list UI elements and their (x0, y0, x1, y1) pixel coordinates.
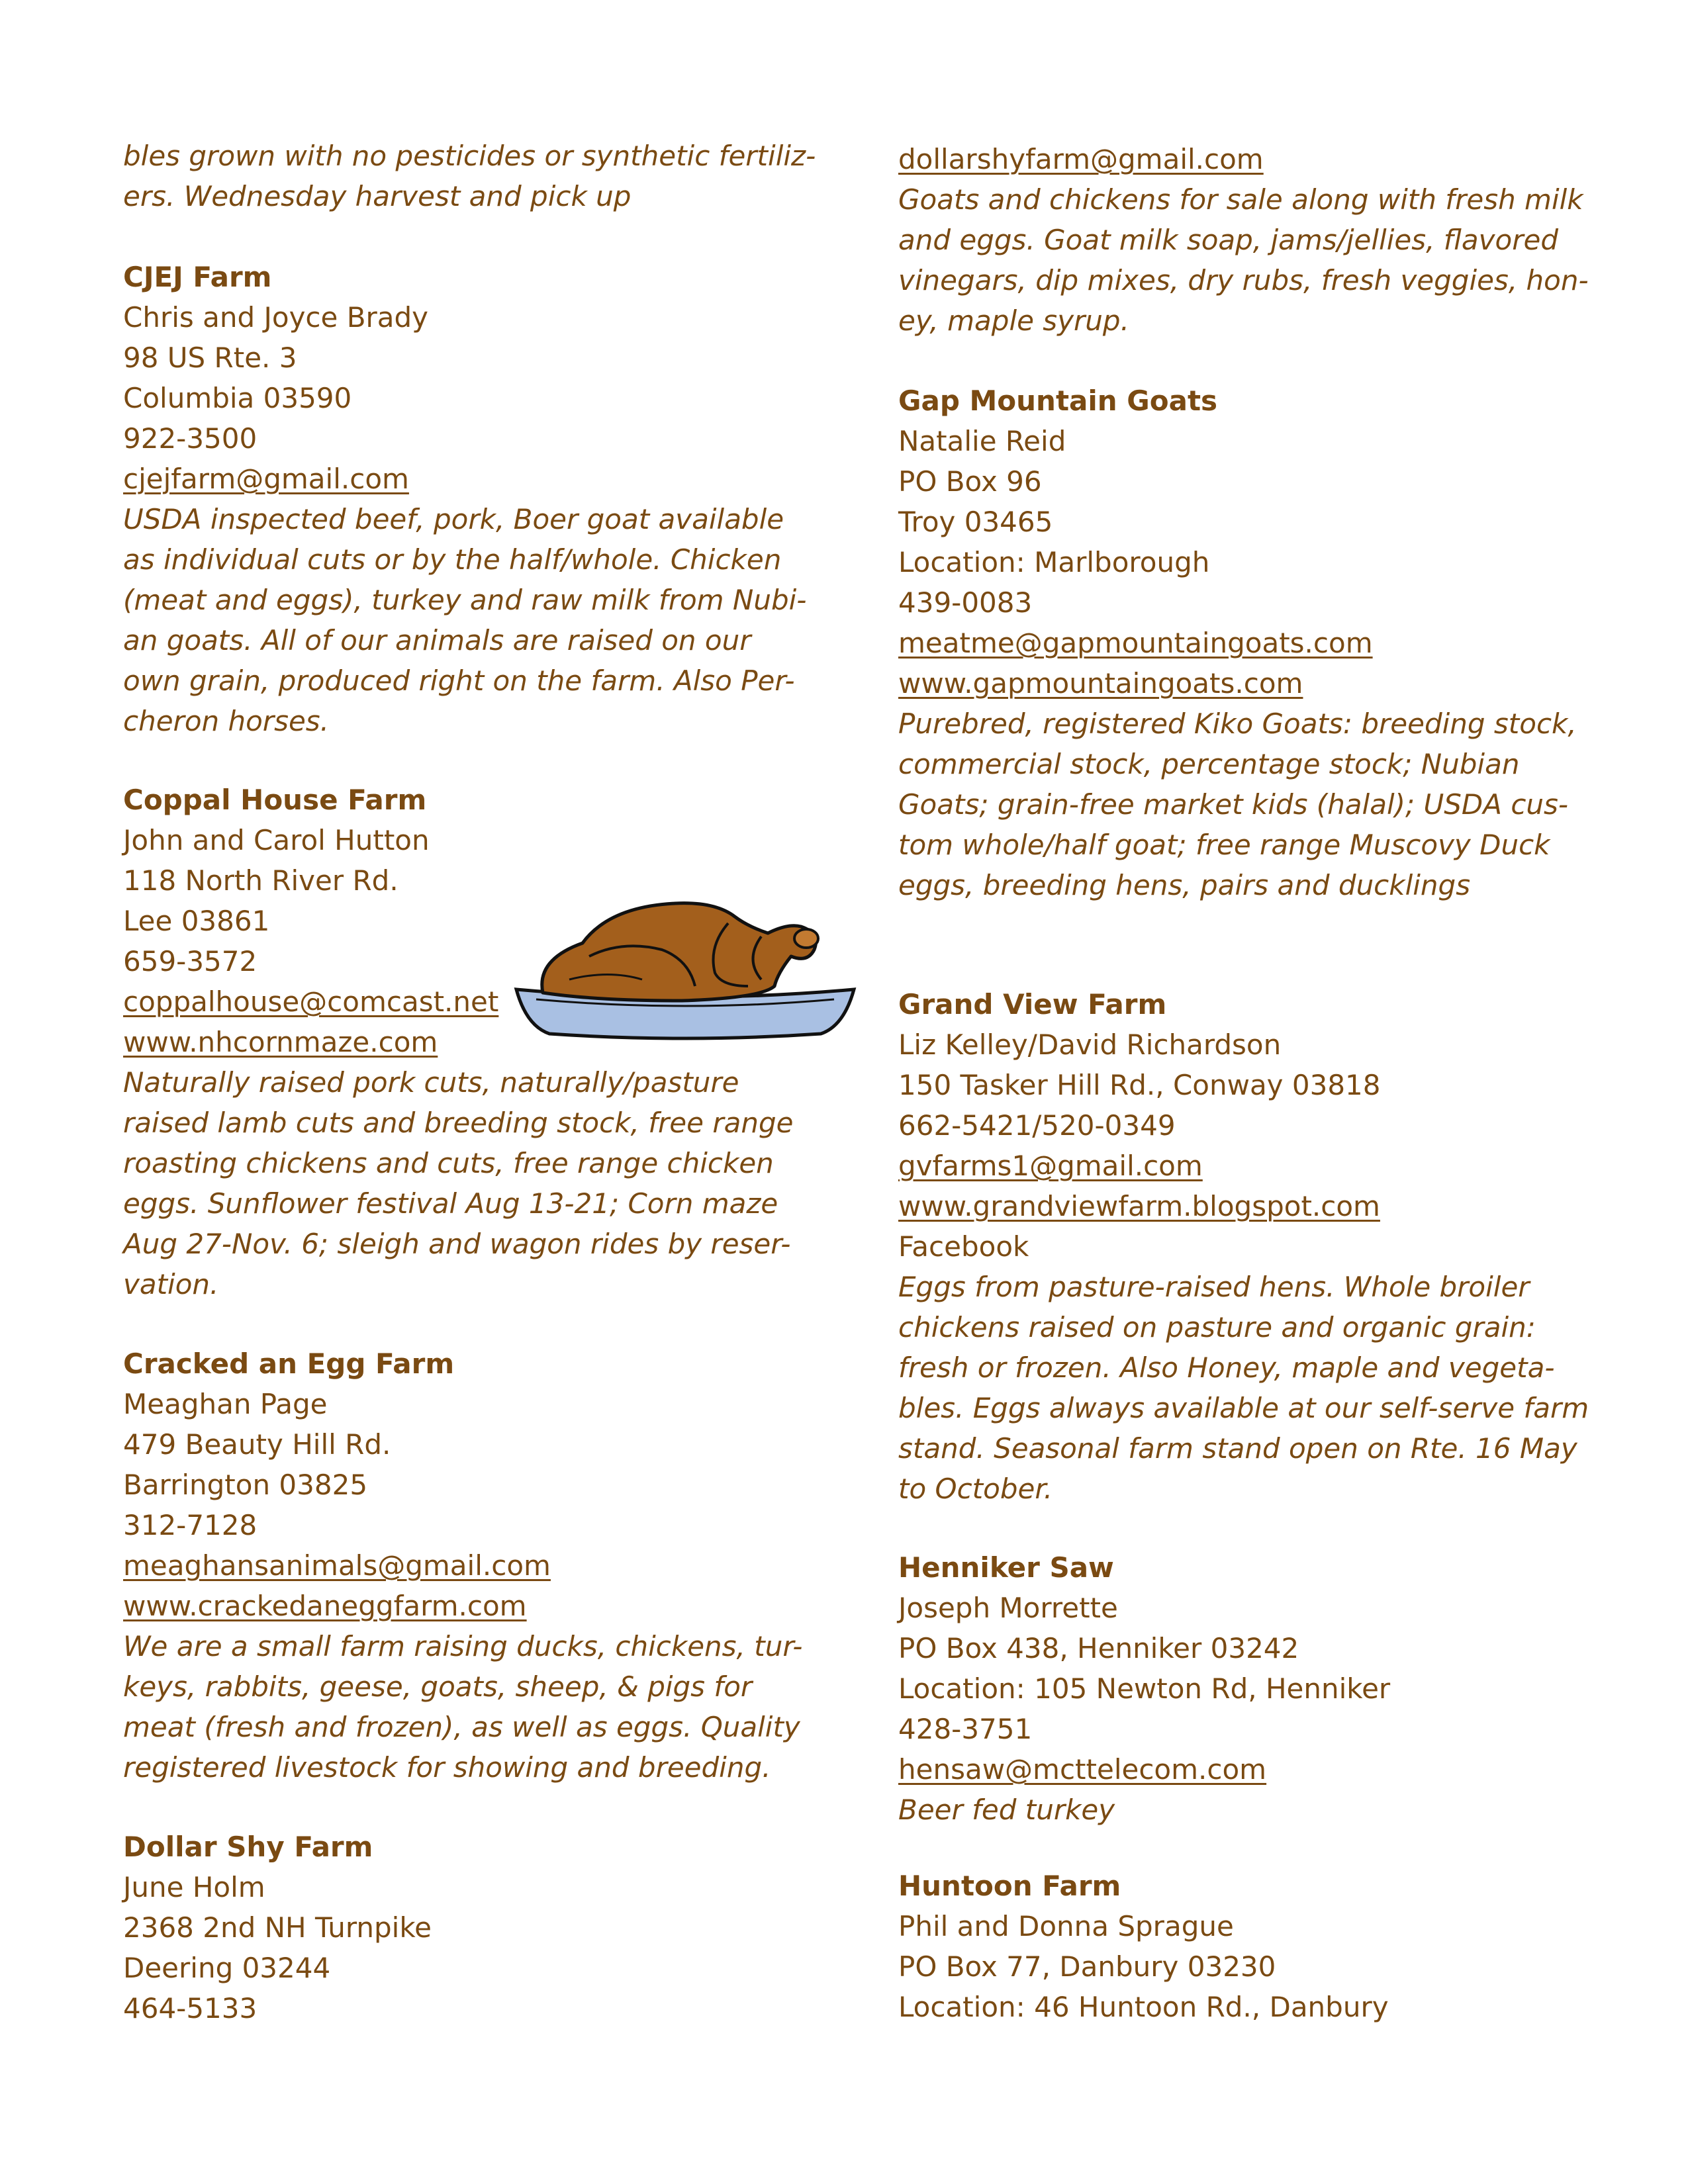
farm-phone: 439-0083 (898, 586, 1033, 619)
description-line: Goats; grain-free market kids (halal); USDA cus- (898, 788, 1569, 821)
farm-city: Deering 03244 (123, 1952, 331, 1984)
farm-city: Lee 03861 (123, 905, 270, 937)
roast-turkey-icon (510, 887, 861, 1052)
farm-entry-cjej (123, 257, 806, 741)
description-line: own grain, produced right on the farm. Also Per- (123, 664, 795, 697)
farm-name: Henniker Saw (898, 1551, 1114, 1584)
description-line: cheron horses. (123, 705, 330, 737)
farm-city: Troy 03465 (898, 506, 1053, 538)
farm-entry-gap-mountain-goats (898, 381, 1577, 905)
description-line: Beer fed turkey (898, 1794, 1115, 1826)
description-line: roasting chickens and cuts, free range chicken (123, 1147, 774, 1179)
farm-address: 150 Tasker Hill Rd., Conway 03818 (898, 1069, 1381, 1101)
farm-location: Location: 46 Huntoon Rd., Danbury (898, 1991, 1389, 2023)
description-line: an goats. All of our animals are raised on our (123, 624, 751, 657)
description-line: ers. Wednesday harvest and pick up (123, 180, 632, 212)
farm-address: PO Box 96 (898, 465, 1042, 498)
farm-social: Facebook (898, 1230, 1029, 1263)
farm-phone: 922-3500 (123, 422, 258, 455)
farm-city: Barrington 03825 (123, 1469, 368, 1501)
description-line: stand. Seasonal farm stand open on Rte. 16 May (898, 1432, 1577, 1465)
farm-phone: 659-3572 (123, 945, 258, 978)
description-line: meat (fresh and frozen), as well as eggs. Quality (123, 1711, 800, 1743)
farm-email-link[interactable]: gvfarms1@gmail.com (898, 1150, 1203, 1182)
description-line: commercial stock, percentage stock; Nubian (898, 748, 1520, 780)
description-line: We are a small farm raising ducks, chickens, tur- (123, 1630, 803, 1662)
farm-email-link[interactable]: coppalhouse@comcast.net (123, 985, 499, 1018)
description-line: as individual cuts or by the half/whole. Chicken (123, 543, 782, 576)
farm-entry-cracked-an-egg (123, 1343, 802, 1788)
farm-contact: June Holm (123, 1871, 265, 1903)
description-line: eggs, breeding hens, pairs and ducklings (898, 869, 1471, 901)
farm-contact: Joseph Morrette (898, 1592, 1118, 1624)
description-line: Eggs from pasture-raised hens. Whole broiler (898, 1271, 1530, 1303)
farm-address: 479 Beauty Hill Rd. (123, 1428, 391, 1461)
farm-website-link[interactable]: www.grandviewfarm.blogspot.com (898, 1190, 1380, 1222)
farm-email-link[interactable]: cjejfarm@gmail.com (123, 463, 409, 495)
intro-block (123, 136, 816, 216)
description-line: to October. (898, 1473, 1053, 1505)
farm-phone: 662-5421/520-0349 (898, 1109, 1176, 1142)
farm-email-link[interactable]: hensaw@mcttelecom.com (898, 1753, 1267, 1786)
farm-location: Location: Marlborough (898, 546, 1210, 578)
farm-location: Location: 105 Newton Rd, Henniker (898, 1672, 1391, 1705)
description-line: vation. (123, 1268, 219, 1300)
farm-entry-dollar-shy-continued (898, 139, 1589, 341)
farm-name: Coppal House Farm (123, 784, 427, 816)
farm-address: 2368 2nd NH Turnpike (123, 1911, 432, 1944)
bone-tip (794, 929, 818, 948)
description-line: Goats and chickens for sale along with fresh milk (898, 183, 1583, 216)
farm-name: Cracked an Egg Farm (123, 1347, 455, 1380)
farm-website-link[interactable]: www.gapmountaingoats.com (898, 667, 1303, 700)
description-line: vinegars, dip mixes, dry rubs, fresh veggies, hon- (898, 264, 1589, 296)
description-line: raised lamb cuts and breeding stock, free range (123, 1107, 794, 1139)
farm-email-link[interactable]: dollarshyfarm@gmail.com (898, 143, 1264, 175)
farm-entry-dollar-shy (123, 1827, 432, 2028)
farm-name: Gap Mountain Goats (898, 385, 1218, 417)
farm-entry-grand-view (898, 984, 1589, 1509)
farm-contact: Meaghan Page (123, 1388, 328, 1420)
farm-address: 98 US Rte. 3 (123, 341, 297, 374)
description-line: Aug 27-Nov. 6; sleigh and wagon rides by reser- (123, 1228, 791, 1260)
description-line: ey, maple syrup. (898, 304, 1129, 337)
description-line: eggs. Sunflower festival Aug 13-21; Corn maze (123, 1187, 778, 1220)
farm-email-link[interactable]: meaghansanimals@gmail.com (123, 1549, 551, 1582)
farm-name: Huntoon Farm (898, 1870, 1121, 1902)
farm-contact: Liz Kelley/David Richardson (898, 1028, 1282, 1061)
description-line: keys, rabbits, geese, goats, sheep, & pigs for (123, 1670, 753, 1703)
farm-address: PO Box 438, Henniker 03242 (898, 1632, 1299, 1664)
farm-phone: 312-7128 (123, 1509, 258, 1541)
description-line: bles. Eggs always available at our self-serve farm (898, 1392, 1589, 1424)
farm-address: 118 North River Rd. (123, 864, 399, 897)
description-line: Purebred, registered Kiko Goats: breeding stock, (898, 707, 1577, 740)
farm-address: PO Box 77, Danbury 03230 (898, 1950, 1276, 1983)
description-line: tom whole/half goat; free range Muscovy Duck (898, 829, 1550, 861)
farm-city: Columbia 03590 (123, 382, 352, 414)
farm-contact: Chris and Joyce Brady (123, 301, 429, 334)
farm-entry-henniker-saw (898, 1547, 1390, 1830)
description-line: bles grown with no pesticides or synthetic fertiliz- (123, 140, 816, 172)
description-line: Naturally raised pork cuts, naturally/pasture (123, 1066, 739, 1099)
description-line: fresh or frozen. Also Honey, maple and vegeta- (898, 1351, 1555, 1384)
description-line: registered livestock for showing and breeding. (123, 1751, 771, 1784)
farm-email-link[interactable]: meatme@gapmountaingoats.com (898, 627, 1373, 659)
farm-name: Grand View Farm (898, 988, 1167, 1021)
farm-phone: 464-5133 (123, 1992, 258, 2025)
farm-website-link[interactable]: www.nhcornmaze.com (123, 1026, 438, 1058)
description-line: (meat and eggs), turkey and raw milk from Nubi- (123, 584, 807, 616)
farm-contact: Natalie Reid (898, 425, 1066, 457)
description-line: and eggs. Goat milk soap, jams/jellies, flavored (898, 224, 1558, 256)
turkey-body (542, 903, 816, 1001)
farm-entry-huntoon (898, 1866, 1389, 2027)
description-line: USDA inspected beef, pork, Boer goat available (123, 503, 784, 535)
farm-website-link[interactable]: www.crackedaneggfarm.com (123, 1590, 527, 1622)
farm-contact: John and Carol Hutton (123, 824, 430, 856)
farm-name: CJEJ Farm (123, 261, 272, 293)
farm-name: Dollar Shy Farm (123, 1831, 373, 1863)
description-line: chickens raised on pasture and organic grain: (898, 1311, 1536, 1343)
farm-contact: Phil and Donna Sprague (898, 1910, 1234, 1942)
farm-phone: 428-3751 (898, 1713, 1033, 1745)
